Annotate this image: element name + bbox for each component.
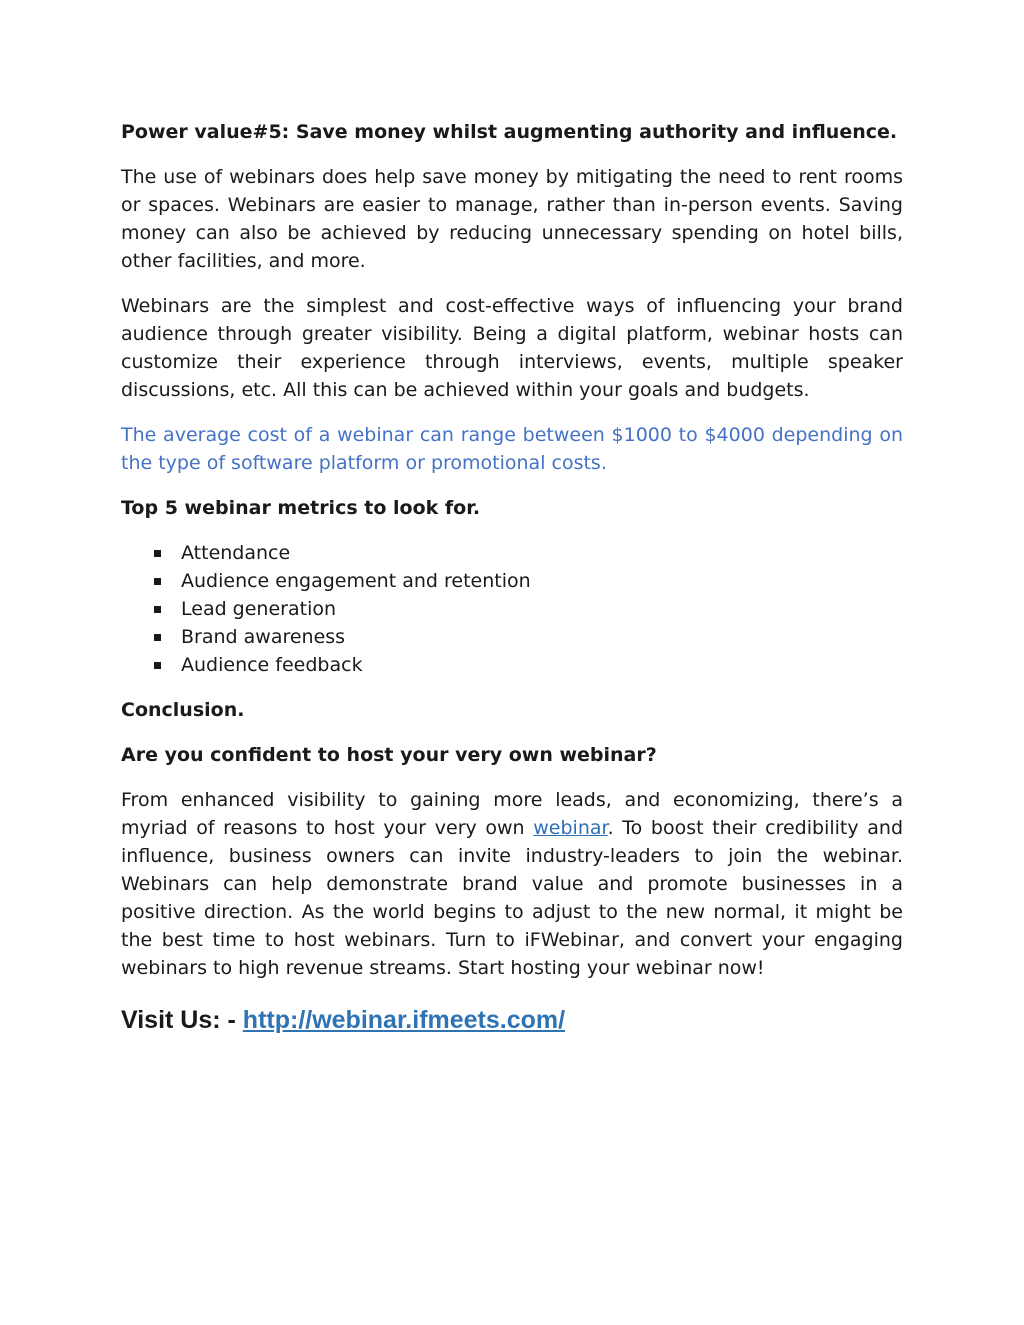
final-paragraph-text: From enhanced visibility to gaining more leads, and economizing, there’s a myriad of reasons to host your very own <box>121 789 903 839</box>
list-item <box>121 539 903 567</box>
paragraph-cost-savings: The use of webinars does help save money by mitigating the need to rent rooms or spaces. Webinars are easier to manage, rather than in-person events. Saving money can also be achieved by reducing unnecessary spending on hotel bills, other facilities, and more. <box>121 166 903 272</box>
metrics-heading: Top 5 webinar metrics to look for. <box>121 497 481 519</box>
website-link[interactable]: http://webinar.ifmeets.com/ <box>242 1006 566 1034</box>
question-heading: Are you confident to host your very own webinar? <box>121 744 657 766</box>
list-item <box>121 567 903 595</box>
section-heading: Power value#5: Save money whilst augmenting authority and influence. <box>121 121 898 143</box>
square-bullet-icon <box>154 634 161 641</box>
final-paragraph <box>121 786 903 982</box>
webinar-link[interactable]: webinar <box>533 817 608 839</box>
square-bullet-icon <box>154 578 161 585</box>
paragraph-brand-influence: Webinars are the simplest and cost-effective ways of influencing your brand audience through greater visibility. Being a digital platform, webinar hosts can customize their experience through interviews, events, multiple speaker discussions, etc. All this can be achieved within your goals and budgets. <box>121 295 903 401</box>
visit-us-label: Visit Us: - <box>121 1006 243 1034</box>
square-bullet-icon <box>154 606 161 613</box>
list-item-label: Audience feedback <box>181 654 363 676</box>
document-body <box>121 118 903 1038</box>
final-paragraph-text-continued: . To boost their credibility and influence, business owners can invite industry-leaders to join the webinar. Webinars can help demonstrate brand value and promote businesses in a positive direction. As the world begins to adjust to the new normal, it might be the best time to host webinars. Turn to iFWebinar, and convert your engaging webinars to high revenue streams. Start hosting your webinar now! <box>121 817 903 979</box>
list-item <box>121 623 903 651</box>
list-item <box>121 651 903 679</box>
visit-us-line <box>121 1002 903 1038</box>
conclusion-heading: Conclusion. <box>121 699 245 721</box>
list-item-label: Lead generation <box>181 598 337 620</box>
metrics-list <box>121 539 903 679</box>
square-bullet-icon <box>154 550 161 557</box>
list-item <box>121 595 903 623</box>
list-item-label: Attendance <box>181 542 291 564</box>
list-item-label: Audience engagement and retention <box>181 570 531 592</box>
square-bullet-icon <box>154 662 161 669</box>
list-item-label: Brand awareness <box>181 626 346 648</box>
paragraph-average-cost: The average cost of a webinar can range between $1000 to $4000 depending on the type of software platform or promotional costs. <box>121 424 903 474</box>
